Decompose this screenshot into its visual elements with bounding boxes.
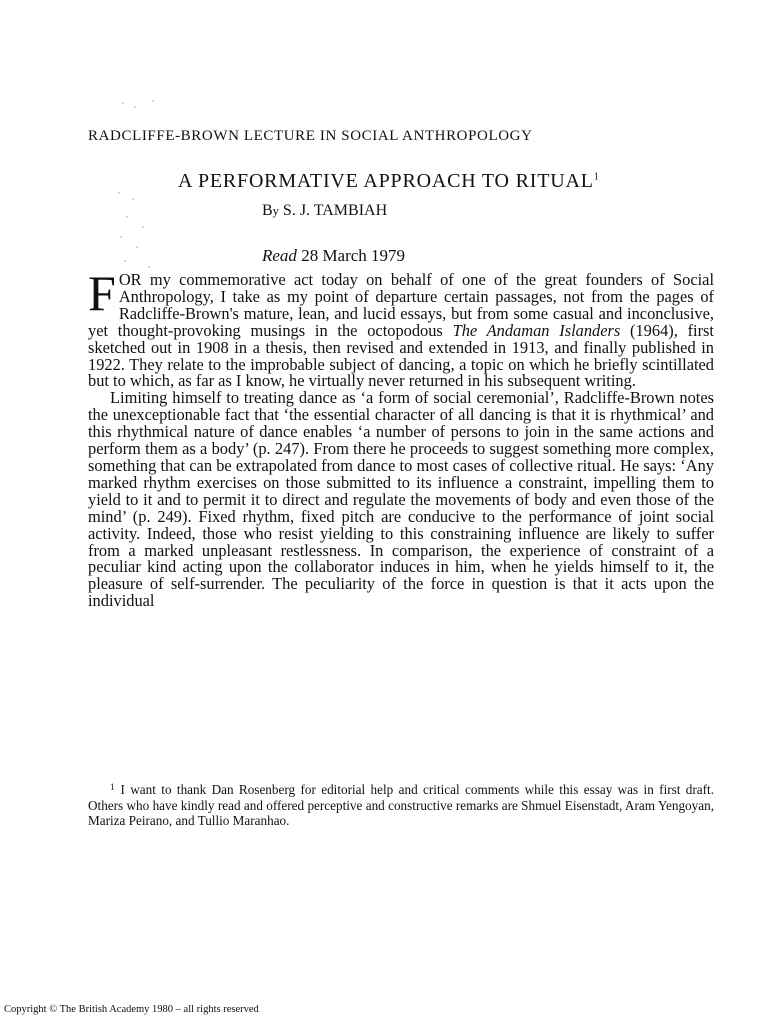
drop-cap: F <box>88 265 116 321</box>
lecture-series-header: RADCLIFFE-BROWN LECTURE IN SOCIAL ANTHROPOLOGY <box>88 128 533 144</box>
read-date: 28 March 1979 <box>301 246 406 265</box>
paragraph-1 <box>88 265 714 391</box>
paragraph-1-first-word: OR <box>118 270 142 289</box>
book-title: The Andaman Islanders <box>452 320 621 340</box>
title-footnote-mark: 1 <box>593 171 600 183</box>
footnote-mark: 1 <box>110 782 115 792</box>
article-title-text: A PERFORMATIVE APPROACH TO RITUAL <box>178 170 594 192</box>
read-date-line <box>262 246 405 266</box>
paragraph-2: Limiting himself to treating dance as ‘a form of social ceremonial’, Radcliffe-Brown notes the unexceptionable fact that ‘the essential character of all dancing is that it is rhythmical’ and this rhythmical nature of dance enables ‘a number of persons to join in the same actions and perform them as a body’ (p. 247). From there he proceeds to suggest something more complex, something that can be extrapolated from dance to most cases of collective ritual. He says: ‘Any marked rhythm exercises on those submitted to its influence a constraint, impelling them to yield to it and to permit it to direct and regulate the movements of body and even those of the mind’ (p. 249). Fixed rhythm, fixed pitch are conducive to the performance of joint social activity. Indeed, those who resist yielding to this constraining influence are likely to suffer from a marked unpleasant restlessness. In comparison, the experience of constraint of a peculiar kind acting upon the collaborator induces in him, when he yields himself to it, the pleasure of self-surrender. The peculiarity of the force in question is that it acts upon the individual <box>88 388 714 611</box>
article-body <box>88 265 714 611</box>
article-title <box>178 170 608 193</box>
paragraph-1-end: (1964), first sketched out in 1908 in a thesis, then revised and extended in 1913, and finally published in 1922. They relate to the improbable subject of dancing, a topic on which he briefly scintillated but to which, as far as I know, he virtually never returned in his subsequent writing. <box>88 320 714 391</box>
read-label: Read <box>262 246 297 265</box>
copyright-notice: Copyright © The British Academy 1980 – all rights reserved <box>4 1004 259 1015</box>
scan-speckle <box>112 96 172 286</box>
footnote <box>88 780 714 829</box>
author-name: S. J. TAMBIAH <box>282 202 388 219</box>
paragraph-1-text: my commemorative act today on behalf of one of the great founders of Social Anthropology, I take as my point of departure certain passages, not from the pages of Radcliffe-Brown's mature, lean, and lucid essays, but from some casual and inconclusive, yet thought-provoking musings in the octopodous <box>88 270 714 340</box>
footnote-text: I want to thank Dan Rosenberg for editorial help and critical comments while this essay was in first draft. Others who have kindly read and offered perceptive and constructive remarks are Shmuel Eisenstadt, Aram Yengoyan, Mariza Peirano, and Tullio Maranhao. <box>88 782 714 829</box>
author-line <box>262 202 387 220</box>
author-prefix-y: y <box>272 204 279 218</box>
author-prefix-b: B <box>262 202 273 219</box>
